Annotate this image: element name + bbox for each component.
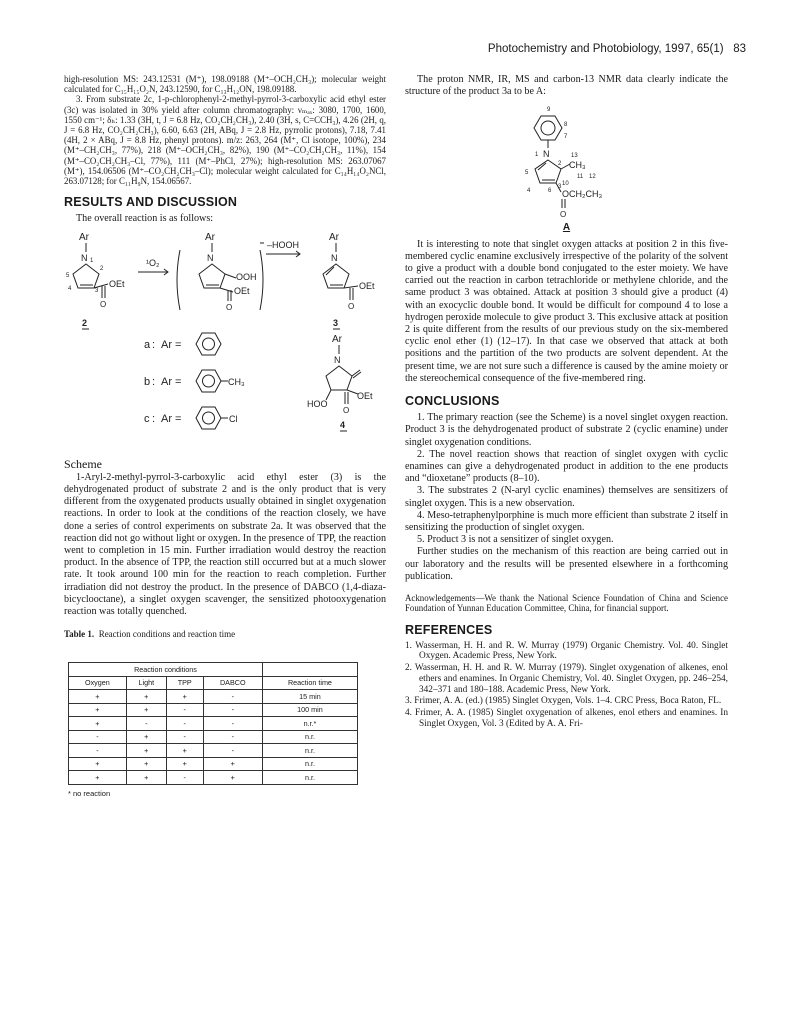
substituent-list	[144, 333, 245, 429]
table-cell: +	[126, 744, 166, 758]
table-cell: -	[203, 690, 262, 704]
sub-c-ar: Ar =	[161, 412, 182, 425]
table-row	[69, 757, 358, 771]
table-caption-label: Table 1.	[64, 629, 95, 640]
table-cell: -	[69, 730, 127, 744]
singlet-oxygen-label: ¹O₂	[146, 257, 160, 268]
compound-4	[307, 334, 373, 431]
nmr-paragraph: The proton NMR, IR, MS and carbon-13 NMR data clearly indicate the structure of the product 3a to be A:	[405, 74, 728, 98]
right-column	[405, 74, 728, 730]
table-row	[69, 744, 358, 758]
conclusion-2: 2. The novel reaction shows that reaction of singlet oxygen with cyclic enamines can give a dehydrogenated product in addition to the ene products and “dioxetane” products (8–10).	[405, 448, 728, 485]
num-10: 10	[562, 181, 569, 188]
table-row	[69, 703, 358, 717]
table-header: Reaction time	[262, 676, 357, 690]
o-label-mid: O	[226, 302, 233, 312]
overall-reaction-text: The overall reaction is as follows:	[76, 213, 214, 225]
pos5-label: 5	[66, 272, 70, 279]
table-cell: -	[166, 717, 203, 731]
table-header: Oxygen	[69, 676, 127, 690]
references-list	[405, 641, 728, 730]
structure-a-label: A	[562, 222, 571, 234]
table-cell: -	[69, 744, 127, 758]
sub-b: b	[144, 375, 151, 388]
table-footnote: * no reaction	[68, 788, 111, 798]
reaction-scheme	[64, 230, 386, 456]
table-row	[69, 690, 358, 704]
table-group-header: Reaction conditions	[69, 663, 263, 677]
table-row	[69, 730, 358, 744]
table-cell: +	[203, 771, 262, 785]
conclusion-further: Further studies on the mechanism of this reaction are being carried out in our laboratory and the results will be presented elsewhere in a forthcoming publication.	[405, 546, 728, 582]
compound-3	[323, 232, 375, 329]
table-blank-cell	[262, 663, 357, 677]
reference-item: 4. Frimer, A. A. (1985) Singlet oxygenation of alkenes, enol ethers and enamines. In Singlet Oxygen, Vol. 3 (Edited by A. A. Fri-	[405, 707, 728, 729]
table-caption-text: Reaction conditions and reaction time	[98, 629, 236, 640]
discussion-paragraph: 1-Aryl-2-methyl-pyrrol-3-carboxylic acid ethyl ester (3) is the dehydrogenated product of substrate 2 and is the only product that is very different from the oxygenated products usually obtained in singlet oxygenation reactions. In order to look at the conditions of the reaction closely, we have done a series of control experiments on substrate 2a. It was observed that the reaction did not go without light or oxygen. In the presence of TPP, the reaction went to completion in 15 min. Further irradiation would destroy the reaction product. In the absence of TPP, the reaction still occurred but at a much slower rate. It took around 100 min for the reaction to reach completion. Further irradiation did not destroy the product. In the presence of DABCO (1,4-diaza-bicyclooctane), a singlet oxygen scavenger, the sensitized photooxygenation reaction was totally quenched.	[64, 471, 386, 618]
acknowledgements: Acknowledgements—We thank the National Science Foundation of China and Science Foundation of Yunnan Education Committee, China, for financial support.	[405, 593, 728, 614]
sub-b-ch3: CH₃	[228, 376, 245, 387]
table-header: Light	[126, 676, 166, 690]
pos1-label: 1	[90, 257, 94, 264]
table-cell: 100 min	[262, 703, 357, 717]
table-cell: +	[126, 771, 166, 785]
conclusion-4: 4. Meso-tetraphenylporphine is much more efficient than substrate 2 itself in sensitizing the production of singlet oxygen.	[405, 509, 728, 534]
sub-a: a	[144, 338, 151, 351]
num-4: 4	[527, 188, 531, 195]
scheme-drawing	[64, 230, 386, 456]
table-cell: +	[126, 703, 166, 717]
compound-2-number: 2	[82, 317, 88, 328]
table-cell: -	[126, 717, 166, 731]
table-cell: +	[126, 690, 166, 704]
table-cell: +	[126, 757, 166, 771]
intermediate	[177, 232, 263, 312]
scheme-caption: Scheme	[64, 456, 102, 471]
n-label-a: N	[543, 149, 550, 160]
ch3-label-a: CH₃	[569, 160, 586, 171]
table-cell: +	[69, 717, 127, 731]
num-1: 1	[535, 152, 539, 159]
table-cell: n.r.	[262, 730, 357, 744]
table-cell: -	[203, 703, 262, 717]
hrms-paragraph: high-resolution MS: 243.12531 (M⁺), 198.09188 (M⁺–OCH₂CH₃); molecular weight calculated for C₁₅H₁₅O₂N, 243.12590, for C₁₃H₁₂ON, 198.09188.	[64, 74, 386, 95]
item3-paragraph: 3. From substrate 2c, 1-p-chlorophenyl-2-methyl-pyrrol-3-carboxylic acid ethyl ester (3c) was isolated in 30% yield after column chromatography: νₘₐₓ: 3080, 1700, 1600, 1550 cm⁻¹; δₕ: 1.33 (3H, t, J = 6.8 Hz, CO₂CH₂CH₃), 2.40 (3H, s, C=CCH₃), 4.26 (2H, q, J = 6.8 Hz, CO₂CH₂CH₃), 6.60, 6.63 (2H, ABq, J = 2.8 Hz, pyrrolic protons), 7.18, 7.41 (4H, 2 × ABq, J = 8.8 Hz, phenyl protons). m/z: 263, 264 (M⁺, Cl isotope, 100%), 234 (M⁺–CH₂CH₃, 77%), 218 (M⁺–OCH₂CH₃, 82%), 190 (M⁺–CO₂CH₂CH₃, 11%), 154 (M⁺–CO₂CH₂CH₃–Cl, 77%), 111 (M⁺–PhCl, 27%); high-resolution MS: 263.07067 (M⁺), 154.06506 (M⁺–CO₂CH₂CH₃–Cl); molecular weight calculated for C₁₄H₁₄O₂NCl, 263.07128; for C₁₁H₉N, 154.06567.	[64, 94, 386, 187]
pos4-label: 4	[68, 285, 72, 292]
oet-label: OEt	[109, 278, 125, 289]
n-plus-label: N	[207, 252, 214, 263]
oet-label-4: OEt	[357, 390, 373, 401]
structure-a-drawing	[405, 102, 728, 220]
conclusion-5: 5. Product 3 is not a sensitizer of singlet oxygen.	[417, 534, 614, 546]
page-number: 83	[733, 43, 746, 55]
table-cell: +	[166, 757, 203, 771]
compound-4-number: 4	[340, 419, 346, 430]
hoo-label: HOO	[307, 398, 328, 409]
table-cell: +	[166, 690, 203, 704]
reference-item: 2. Wasserman, H. H. and R. W. Murray (1979). Singlet oxygenation of alkenes, enol ethers and enamines. In Organic Chemistry, Vol. 40. Singlet Oxygen, pp. 246–254, 342–371 and 180–188. Academic Press, New York.	[405, 663, 728, 695]
ar-label-4: Ar	[332, 333, 342, 345]
o-label-4: O	[343, 405, 350, 415]
reference-item: 1. Wasserman, H. H. and R. W. Murray (1979) Organic Chemistry. Vol. 40. Singlet Oxygen. Academic Press, New York.	[405, 640, 728, 662]
sub-b-colon: :	[152, 375, 156, 388]
reference-item: 3. Frimer, A. A. (ed.) (1985) Singlet Oxygen, Vols. 1–4. CRC Press, Boca Raton, FL.	[405, 696, 722, 707]
table-cell: -	[166, 730, 203, 744]
oet-label-mid: OEt	[234, 285, 250, 296]
minus-hooh-label: –HOOH	[267, 239, 300, 250]
sub-c: c	[144, 412, 150, 425]
num-13: 13	[571, 153, 578, 160]
oet-label-3: OEt	[359, 280, 375, 291]
table-cell: n.r.	[262, 771, 357, 785]
table-cell: +	[69, 690, 127, 704]
table-cell: +	[69, 703, 127, 717]
num-11: 11	[577, 174, 584, 181]
o-label-a: O	[560, 210, 567, 220]
conclusions-heading: CONCLUSIONS	[405, 394, 500, 409]
conditions-table	[68, 662, 358, 785]
n-label: N	[81, 252, 88, 263]
num-12: 12	[589, 174, 596, 181]
ar-label-3: Ar	[329, 231, 339, 243]
table-cell: 15 min	[262, 690, 357, 704]
table-cell: -	[203, 717, 262, 731]
num-9: 9	[547, 107, 551, 114]
sub-a-ar: Ar =	[161, 338, 182, 351]
table-cell: -	[166, 703, 203, 717]
compound-3-number: 3	[333, 317, 339, 328]
sub-b-ar: Ar =	[161, 375, 182, 388]
num-8: 8	[564, 122, 568, 129]
journal-citation: Photochemistry and Photobiology, 1997, 65(1)	[487, 43, 724, 55]
n-label-4: N	[334, 354, 341, 365]
num-7: 7	[564, 134, 568, 141]
left-column	[64, 74, 386, 800]
ooh-label: OOH	[236, 271, 257, 282]
table-header: DABCO	[203, 676, 262, 690]
table-cell: +	[69, 771, 127, 785]
conclusion-3: 3. The substrates 2 (N-aryl cyclic enamines) themselves are sensitizers of singlet oxygen. This is a new observation.	[405, 485, 728, 509]
o-label-3: O	[348, 301, 355, 311]
table-row	[69, 717, 358, 731]
sub-c-colon: :	[152, 412, 156, 425]
table-group-header-row	[69, 663, 358, 677]
table-cell: -	[203, 744, 262, 758]
table-header: TPP	[166, 676, 203, 690]
conclusion-1: 1. The primary reaction (see the Scheme) is a novel singlet oxygen reaction. Product 3 is the dehydrogenated product of substrate 2 (cyclic enamine) under singlet oxygenation conditions.	[405, 412, 728, 448]
running-header	[488, 43, 746, 55]
table-cell: -	[166, 771, 203, 785]
table-caption	[64, 628, 386, 640]
och2ch3-label-a: OCH₂CH₃	[562, 189, 603, 200]
pos2-label: 2	[100, 265, 104, 272]
table-cell: +	[126, 730, 166, 744]
table-cell: +	[166, 744, 203, 758]
table-cell: +	[203, 757, 262, 771]
n-label-3: N	[331, 252, 338, 263]
table-cell: n.r.	[262, 757, 357, 771]
table-cell: n.r.*	[262, 717, 357, 731]
ar-label: Ar	[79, 231, 89, 243]
compound-2	[66, 232, 125, 329]
num-6: 6	[548, 188, 552, 195]
num-5: 5	[525, 170, 529, 177]
num-2: 2	[558, 161, 562, 168]
interest-paragraph: It is interesting to note that singlet oxygen attacks at position 2 in this five-membered cyclic enamine exclusively irrespective of the polarity of the solvent to give a product with a double bond conjugated to the ester moiety. We have carried out the reaction in carbon tetrachloride or methylene chloride, and the same product 3 was obtained. Attack at position 3 should give a product (4) with an exocyclic double bond. It would be difficult for compound 4 to lose a hydrogen peroxide molecule to give product 3. This exclusive attack at position 2 is quite different from the results of our previous study on the six-membered cyclic enol ether (1) (12–17). In that case we observed that attack at both positions and the partition of the two products are solvent dependent. At the present time, we are not sure such a difference is caused by the amine moiety or the stereochemical consequence of the five-membered ring.	[405, 238, 728, 384]
pos3-label: 3	[95, 287, 99, 294]
references-heading: REFERENCES	[405, 622, 493, 637]
table-cell: -	[203, 730, 262, 744]
ar-label-mid: Ar	[205, 231, 215, 243]
o-label: O	[100, 299, 107, 309]
results-heading: RESULTS AND DISCUSSION	[64, 195, 238, 210]
structure-a	[405, 102, 728, 220]
sub-c-cl: Cl	[229, 413, 238, 424]
table-row	[69, 771, 358, 785]
table-header-row	[69, 676, 358, 690]
num-3: 3	[558, 184, 562, 191]
sub-a-colon: :	[152, 338, 156, 351]
table-cell: +	[69, 757, 127, 771]
table-cell: n.r.	[262, 744, 357, 758]
